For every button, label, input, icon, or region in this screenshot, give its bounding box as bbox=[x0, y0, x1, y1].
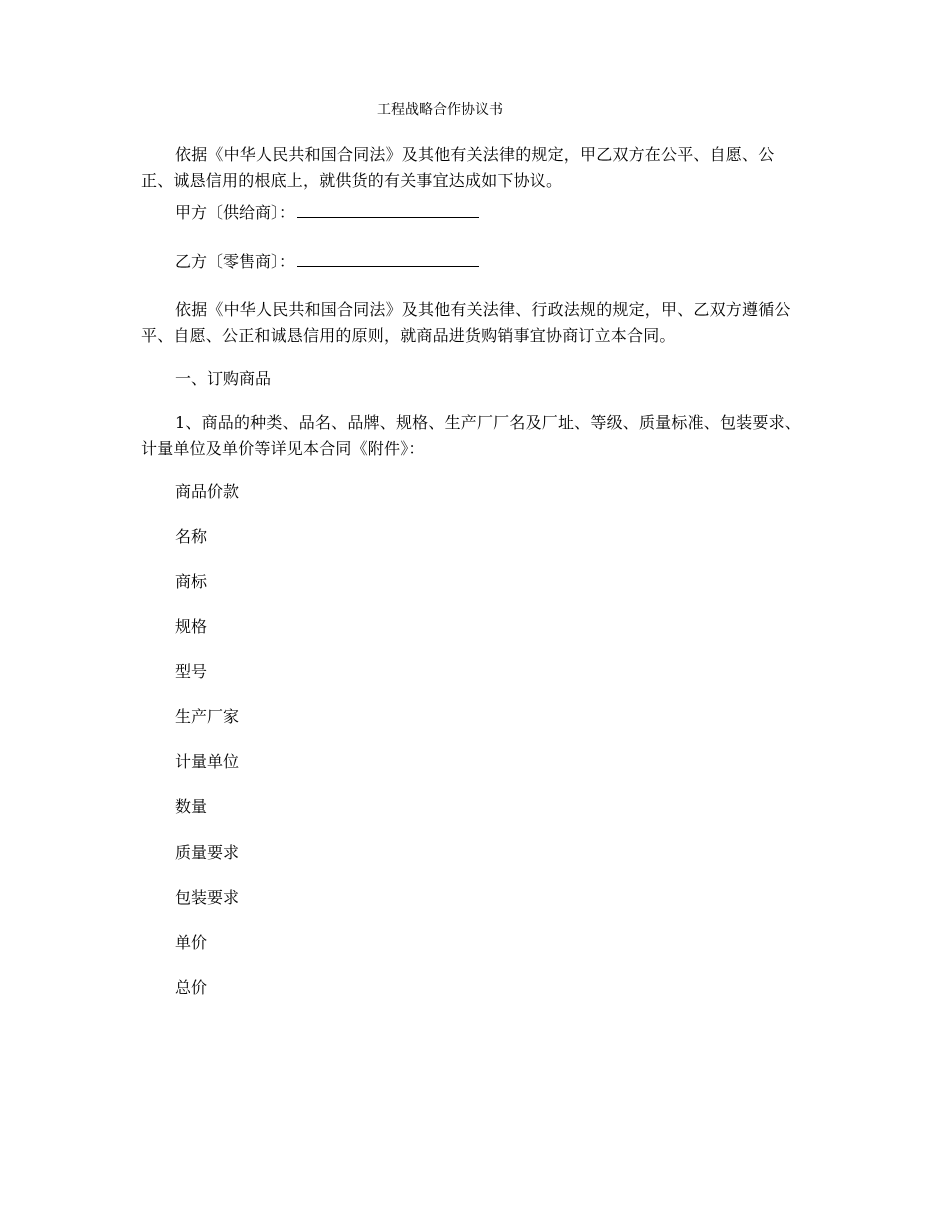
list-item: 总价 bbox=[175, 978, 208, 997]
party-a-line bbox=[175, 200, 479, 226]
list-item: 规格 bbox=[175, 617, 208, 636]
list-item: 计量单位 bbox=[175, 752, 240, 771]
list-item: 单价 bbox=[175, 933, 208, 952]
party-b-label: 乙方〔零售商〕： bbox=[175, 252, 296, 271]
section-heading-1: 一、订购商品 bbox=[175, 369, 272, 388]
clause-1-paragraph: 1、商品的种类、品名、品牌、规格、生产厂厂名及厂址、等级、质量标准、包装要求、计量单位及单价等详见本合同《附件》： bbox=[141, 413, 801, 458]
list-item: 包装要求 bbox=[175, 888, 240, 907]
list-item: 质量要求 bbox=[175, 843, 240, 862]
list-item: 数量 bbox=[175, 797, 208, 816]
document-title: 工程战略合作协议书 bbox=[377, 102, 503, 118]
party-a-blank bbox=[297, 201, 479, 218]
list-item: 商品价款 bbox=[175, 482, 240, 501]
list-item: 名称 bbox=[175, 527, 208, 546]
party-b-blank bbox=[297, 250, 479, 267]
party-a-label: 甲方〔供给商〕： bbox=[175, 203, 296, 222]
list-item: 型号 bbox=[175, 662, 208, 681]
intro-paragraph: 依据《中华人民共和国合同法》及其他有关法律的规定，甲乙双方在公平、自愿、公正、诚恳信用的根底上，就供货的有关事宜达成如下协议。 bbox=[141, 145, 775, 190]
list-item: 商标 bbox=[175, 572, 208, 591]
list-item: 生产厂家 bbox=[175, 707, 240, 726]
basis-paragraph: 依据《中华人民共和国合同法》及其他有关法律、行政法规的规定，甲、乙双方遵循公平、自愿、公正和诚恳信用的原则，就商品进货购销事宜协商订立本合同。 bbox=[141, 300, 791, 345]
party-b-line bbox=[175, 249, 479, 275]
